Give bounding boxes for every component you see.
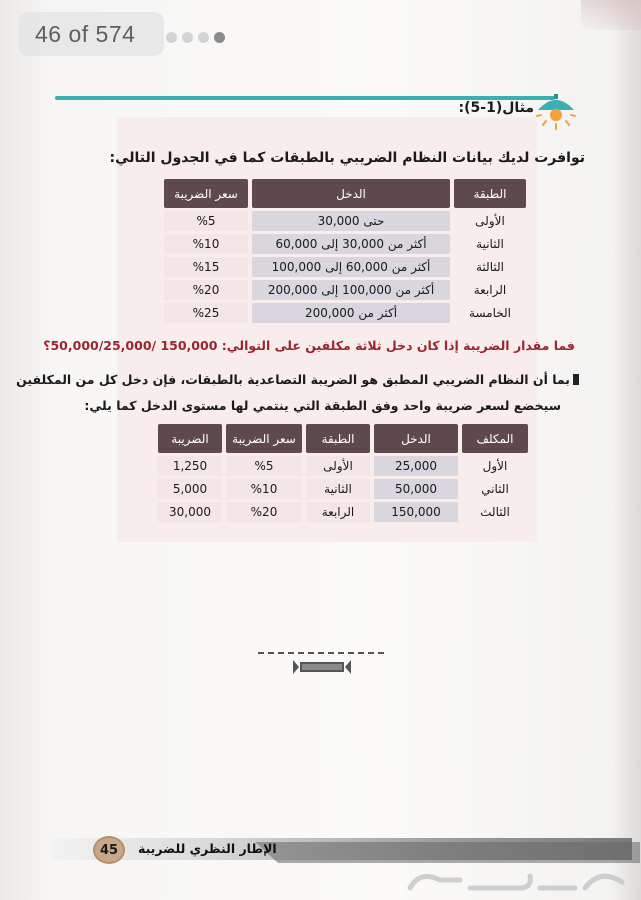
chapter-title: الإطار النظري للضريبة (138, 841, 277, 856)
page-indicator-dots[interactable] (166, 32, 225, 43)
cell-income: حتى 30,000 (252, 211, 450, 231)
cell-tier: الرابعة (306, 502, 370, 522)
table-header-row (164, 179, 526, 208)
question-text: فما مقدار الضريبة إذا كان دخل ثلاثة مكلفين على التوالي: 150,000 /50,000/25,000؟ (43, 338, 575, 353)
cell-tax: 1,250 (158, 456, 222, 476)
table-header-row (158, 424, 528, 453)
answer-line-1 (16, 372, 579, 387)
lamp-icon (532, 88, 580, 136)
table-row (164, 280, 526, 300)
col-header-taxpayer: المكلف (462, 424, 528, 453)
dashed-divider (258, 652, 384, 654)
col-header-income: الدخل (252, 179, 450, 208)
page-dot[interactable] (182, 32, 193, 43)
cell-rate: %15 (164, 257, 248, 277)
cell-taxpayer: الثاني (481, 482, 509, 496)
page-counter (18, 12, 164, 56)
page-dot-active[interactable] (214, 32, 225, 43)
haraj-watermark-logo (400, 862, 630, 900)
cell-rate: %20 (164, 280, 248, 300)
cell-tier: الثالثة (476, 260, 504, 274)
cell-income: أكثر من 30,000 إلى 60,000 (252, 234, 450, 254)
cell-rate: %10 (226, 479, 302, 499)
col-header-tier: الطبقة (306, 424, 370, 453)
cell-income: أكثر من 100,000 إلى 200,000 (252, 280, 450, 300)
cell-tax: 5,000 (158, 479, 222, 499)
cell-taxpayer: الأول (482, 459, 508, 473)
cell-tier: الأولى (475, 214, 505, 228)
table-row (158, 456, 528, 476)
page-number-badge (93, 836, 125, 864)
cell-income: أكثر من 60,000 إلى 100,000 (252, 257, 450, 277)
table-row (158, 479, 528, 499)
page-edge-shadow (611, 0, 641, 900)
page-dot[interactable] (198, 32, 209, 43)
cell-taxpayer: الثالث (480, 505, 510, 519)
page-dot[interactable] (166, 32, 177, 43)
col-header-income: الدخل (374, 424, 458, 453)
col-header-rate: سعر الضريبة (164, 179, 248, 208)
cell-tier: الخامسة (469, 306, 511, 320)
answer-line-1-text: بما أن النظام الضريبي المطبق هو الضريبة التصاعدية بالطبقات، فإن دخل كل من المكلفين (16, 372, 570, 387)
cell-rate: %10 (164, 234, 248, 254)
cell-rate: %25 (164, 303, 248, 323)
col-header-rate: سعر الضريبة (226, 424, 302, 453)
col-header-tax: الضريبة (158, 424, 222, 453)
cell-rate: %20 (226, 502, 302, 522)
cell-income: 50,000 (374, 479, 458, 499)
ornament-divider-icon (293, 660, 351, 674)
intro-text: توافرت لديك بيانات النظام الضريبي بالطبقات كما في الجدول التالي: (109, 150, 585, 166)
table-row (164, 211, 526, 231)
table-row (164, 257, 526, 277)
cell-tier: الأولى (306, 456, 370, 476)
cell-tier: الثانية (306, 479, 370, 499)
table-row (158, 502, 528, 522)
answer-line-2: سيخضع لسعر ضريبة واحد وفق الطبقة التي ينتمي لها مستوى الدخل كما يلي: (84, 398, 561, 413)
page-counter-text: 46 of 574 (35, 20, 136, 47)
cell-income: أكثر من 200,000 (252, 303, 450, 323)
bullet-marker (573, 374, 579, 385)
cell-income: 150,000 (374, 502, 458, 522)
cell-tier: الثانية (476, 237, 504, 251)
taxpayers-table (154, 421, 532, 525)
cell-tier: الرابعة (473, 283, 507, 297)
cell-rate: %5 (164, 211, 248, 231)
cell-tax: 30,000 (158, 502, 222, 522)
cell-rate: %5 (226, 456, 302, 476)
cell-income: 25,000 (374, 456, 458, 476)
page-number: 45 (99, 842, 119, 858)
example-title: مثال(1-5): (458, 100, 534, 116)
page-corner-shadow (581, 0, 641, 30)
tax-brackets-table (160, 176, 530, 326)
table-row (164, 303, 526, 323)
col-header-tier: الطبقة (454, 179, 526, 208)
table-row (164, 234, 526, 254)
